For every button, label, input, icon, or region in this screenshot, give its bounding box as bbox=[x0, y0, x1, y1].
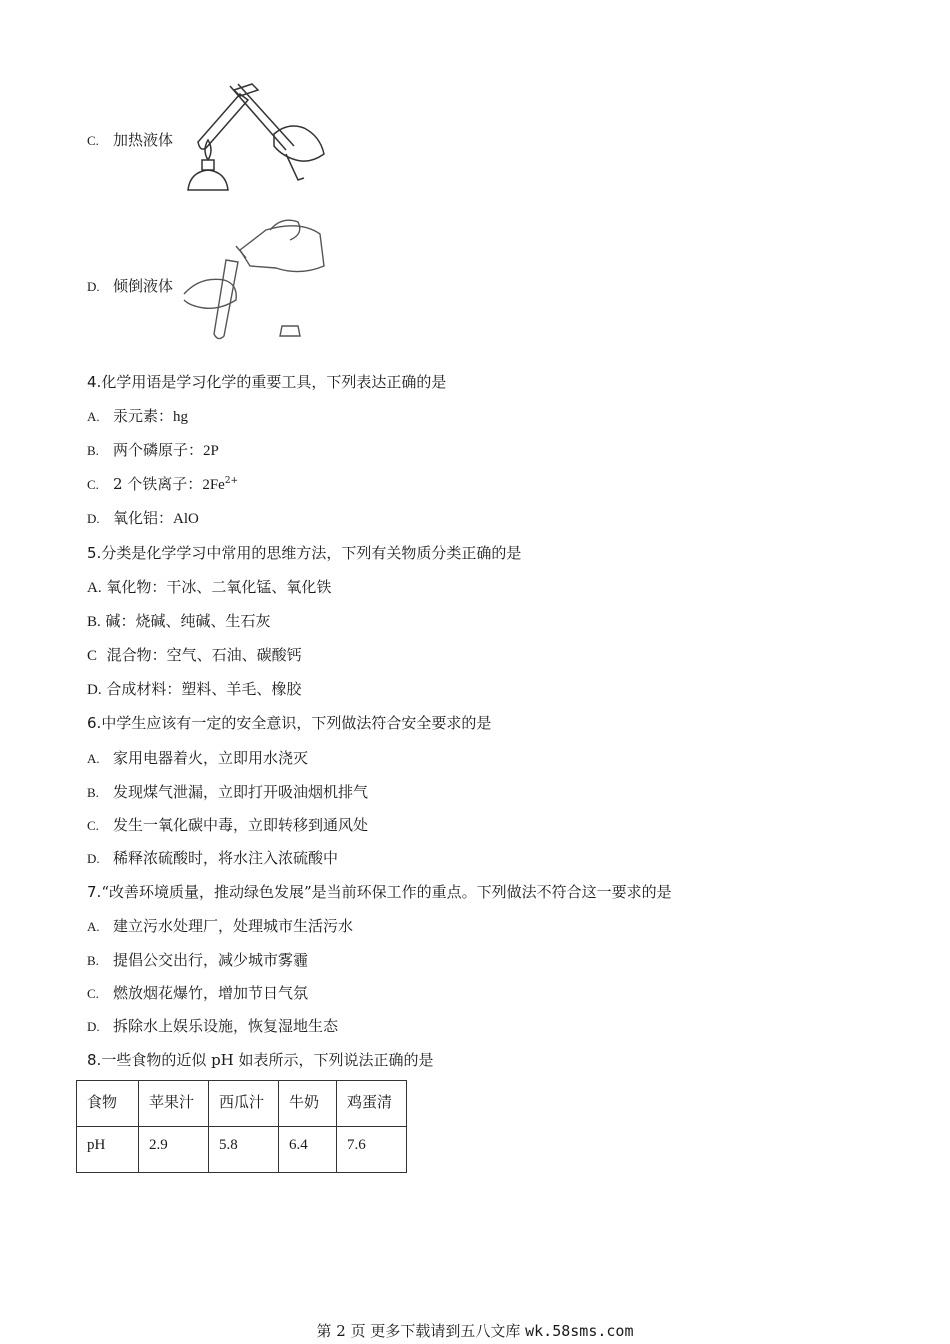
ph-table bbox=[76, 1080, 407, 1173]
option-value: AlO bbox=[173, 511, 199, 527]
question-number: 6. bbox=[87, 714, 102, 732]
table-cell: 苹果汁 bbox=[139, 1081, 209, 1127]
q6-option-c bbox=[87, 815, 368, 836]
option-text: 两个磷原子： bbox=[113, 441, 204, 459]
table-cell: 2.9 bbox=[139, 1127, 209, 1173]
option-text: 加热液体 bbox=[113, 131, 174, 149]
table-cell: pH bbox=[77, 1127, 139, 1173]
table-cell: 6.4 bbox=[279, 1127, 337, 1173]
option-value: hg bbox=[173, 409, 189, 425]
option-label: A. bbox=[87, 580, 102, 596]
option-text: 燃放烟花爆竹，增加节日气氛 bbox=[113, 984, 309, 1002]
q3-option-d bbox=[87, 276, 173, 297]
option-text: 2 个铁离子： bbox=[113, 475, 203, 493]
q7-stem bbox=[87, 882, 672, 902]
table-row bbox=[77, 1127, 407, 1173]
q6-option-a bbox=[87, 748, 308, 769]
question-text: 化学用语是学习化学的重要工具，下列表达正确的是 bbox=[101, 373, 447, 391]
footer-text: 第 2 页 更多下载请到五八文库 bbox=[316, 1322, 521, 1340]
q5-option-a bbox=[87, 577, 331, 598]
q4-stem bbox=[87, 372, 446, 392]
table-cell: 牛奶 bbox=[279, 1081, 337, 1127]
q4-option-b bbox=[87, 440, 219, 461]
question-text: 一些食物的近似 pH 如表所示，下列说法正确的是 bbox=[101, 1051, 434, 1069]
option-label: C bbox=[87, 648, 98, 664]
option-text: 合成材料：塑料、羊毛、橡胶 bbox=[106, 680, 302, 698]
table-cell: 7.6 bbox=[337, 1127, 407, 1173]
footer-site-link[interactable]: wk.58sms.com bbox=[525, 1322, 634, 1340]
option-label: B. bbox=[87, 785, 99, 800]
option-label: B. bbox=[87, 953, 99, 968]
question-number: 5. bbox=[87, 544, 102, 562]
option-label: C. bbox=[87, 133, 99, 148]
q7-option-d bbox=[87, 1016, 338, 1037]
option-label: C. bbox=[87, 818, 99, 833]
option-label: D. bbox=[87, 682, 102, 698]
question-number: 8. bbox=[87, 1051, 102, 1069]
option-label: A. bbox=[87, 751, 100, 766]
option-text: 氧化物：干冰、二氧化锰、氧化铁 bbox=[106, 578, 332, 596]
q6-option-d bbox=[87, 848, 338, 869]
q5-option-c bbox=[87, 645, 302, 666]
q7-option-a bbox=[87, 916, 353, 937]
q4-option-d bbox=[87, 508, 199, 529]
ion-charge: 2+ bbox=[224, 476, 239, 486]
page-footer bbox=[0, 1322, 950, 1340]
option-label: A. bbox=[87, 919, 100, 934]
option-text: 建立污水处理厂，处理城市生活污水 bbox=[113, 917, 354, 935]
table-cell: 鸡蛋清 bbox=[337, 1081, 407, 1127]
option-text: 倾倒液体 bbox=[113, 277, 174, 295]
option-label: C. bbox=[87, 477, 99, 492]
option-label: D. bbox=[87, 1019, 100, 1034]
table-row bbox=[77, 1081, 407, 1127]
table-cell: 食物 bbox=[77, 1081, 139, 1127]
question-text: 中学生应该有一定的安全意识，下列做法符合安全要求的是 bbox=[101, 714, 492, 732]
pouring-liquid-figure bbox=[180, 210, 330, 346]
question-text: “改善环境质量，推动绿色发展”是当前环保工作的重点。下列做法不符合这一要求的是 bbox=[101, 883, 672, 901]
q6-option-b bbox=[87, 782, 368, 803]
q5-stem bbox=[87, 543, 521, 563]
option-text: 碱：烧碱、纯碱、生石灰 bbox=[105, 612, 271, 630]
option-text: 稀释浓硫酸时，将水注入浓硫酸中 bbox=[113, 849, 339, 867]
option-text: 拆除水上娱乐设施，恢复湿地生态 bbox=[113, 1017, 339, 1035]
option-label: A. bbox=[87, 409, 100, 424]
table-cell: 西瓜汁 bbox=[209, 1081, 279, 1127]
question-number: 7. bbox=[87, 883, 102, 901]
q7-option-c bbox=[87, 983, 308, 1004]
option-text: 发生一氧化碳中毒，立即转移到通风处 bbox=[113, 816, 369, 834]
heating-liquid-figure bbox=[178, 80, 328, 204]
q5-option-b bbox=[87, 611, 271, 632]
option-text: 氧化铝： bbox=[113, 509, 174, 527]
option-text: 汞元素： bbox=[113, 407, 174, 425]
option-label: D. bbox=[87, 511, 100, 526]
q7-option-b bbox=[87, 950, 308, 971]
option-label: B. bbox=[87, 614, 101, 630]
option-text: 发现煤气泄漏，立即打开吸油烟机排气 bbox=[113, 783, 369, 801]
option-text: 家用电器着火，立即用水浇灭 bbox=[113, 749, 309, 767]
q4-option-a bbox=[87, 406, 188, 427]
option-text: 提倡公交出行，减少城市雾霾 bbox=[113, 951, 309, 969]
q6-stem bbox=[87, 713, 491, 733]
option-label: B. bbox=[87, 443, 99, 458]
question-text: 分类是化学学习中常用的思维方法，下列有关物质分类正确的是 bbox=[101, 544, 522, 562]
q4-option-c bbox=[87, 474, 238, 495]
q3-option-c bbox=[87, 130, 173, 151]
question-number: 4. bbox=[87, 373, 102, 391]
q5-option-d bbox=[87, 679, 301, 700]
option-text: 混合物：空气、石油、碳酸钙 bbox=[106, 646, 302, 664]
option-value: 2Fe bbox=[202, 477, 225, 493]
option-label: D. bbox=[87, 279, 100, 294]
table-cell: 5.8 bbox=[209, 1127, 279, 1173]
q8-stem bbox=[87, 1050, 434, 1070]
option-value: 2P bbox=[203, 443, 219, 459]
option-label: D. bbox=[87, 851, 100, 866]
option-label: C. bbox=[87, 986, 99, 1001]
